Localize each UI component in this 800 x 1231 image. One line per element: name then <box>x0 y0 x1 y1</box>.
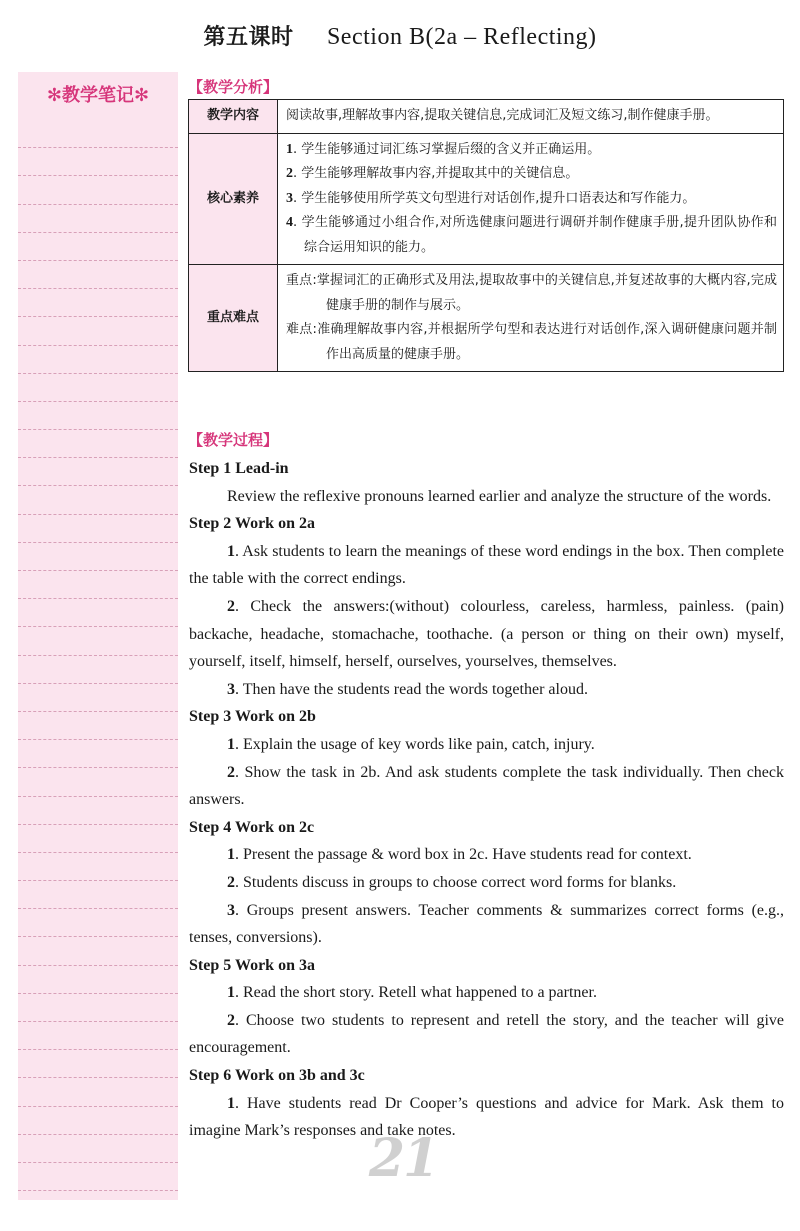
note-line <box>18 374 178 402</box>
note-line <box>18 797 178 825</box>
step-paragraph <box>189 538 784 593</box>
note-line <box>18 571 178 599</box>
step-word: Step <box>189 515 220 533</box>
content-text: 阅读故事,理解故事内容,提取关键信息,完成词汇及短文练习,制作健康手册。 <box>286 108 719 123</box>
row-content <box>278 100 784 134</box>
note-line <box>18 656 178 684</box>
note-line <box>18 486 178 514</box>
para-number: 1 <box>227 1094 235 1112</box>
row-content <box>278 133 784 265</box>
step-paragraph <box>189 841 784 869</box>
note-line <box>18 825 178 853</box>
para-number: 2 <box>227 873 235 891</box>
note-line <box>18 233 178 261</box>
item-number: 1 <box>286 141 293 157</box>
step-paragraph <box>189 1007 784 1062</box>
list-item: 重点:掌握词汇的正确形式及用法,提取故事中的关键信息,并复述故事的大概内容,完成健康手册的制作与展示。 <box>286 273 777 313</box>
note-line <box>18 627 178 655</box>
step-word: Step <box>189 708 220 726</box>
note-line <box>18 402 178 430</box>
step-heading <box>189 1062 784 1090</box>
table-row <box>189 100 784 134</box>
item-number: 2 <box>286 166 293 181</box>
para-number: 1 <box>227 846 235 864</box>
note-line <box>18 684 178 712</box>
item-text: . 学生能够使用所学英文句型进行对话创作,提升口语表达和写作能力。 <box>293 190 696 206</box>
step-heading <box>189 703 784 731</box>
para-text: . Then have the students read the words together aloud. <box>235 680 588 698</box>
para-text: . Show the task in 2b. And ask students complete the task individually. Then check answers. <box>189 763 784 809</box>
step-number: 2 <box>223 515 232 533</box>
step-paragraph <box>189 731 784 759</box>
para-text: . Explain the usage of key words like pain, catch, injury. <box>235 735 595 753</box>
row-label: 重点难点 <box>189 265 278 372</box>
note-line <box>18 205 178 233</box>
step-title: Work on 3a <box>234 956 315 974</box>
note-line <box>18 1107 178 1135</box>
row-content <box>278 265 784 372</box>
step-number: 1 <box>223 460 232 477</box>
table-row <box>189 265 784 372</box>
note-line <box>18 909 178 937</box>
step-paragraph <box>189 483 784 511</box>
note-line <box>18 515 178 543</box>
item-number: 4 <box>286 215 293 230</box>
note-line <box>18 458 178 486</box>
item-text: . 学生能够通过小组合作,对所选健康问题进行调研并制作健康手册,提升团队协作和综合运用知识的能力。 <box>293 215 777 255</box>
note-line <box>18 1050 178 1078</box>
item-number: 3 <box>286 190 293 206</box>
para-text: . Groups present answers. Teacher comments & summarizes correct forms (e.g., tenses, conversions). <box>189 901 784 947</box>
para-number: 2 <box>227 1011 235 1029</box>
process-body <box>189 455 784 1145</box>
note-line <box>18 289 178 317</box>
step-number: 4 <box>223 818 232 836</box>
para-text: . Read the short story. Retell what happened to a partner. <box>235 984 597 1002</box>
step-title: Work on 2b <box>234 708 316 726</box>
note-line <box>18 881 178 909</box>
para-number: 3 <box>227 901 235 919</box>
note-line <box>18 1135 178 1163</box>
process-header: 【教学过程】 <box>188 431 279 449</box>
note-line <box>18 1163 178 1191</box>
table-row <box>189 133 784 265</box>
note-line <box>18 599 178 627</box>
para-number: 2 <box>227 763 235 781</box>
step-paragraph <box>189 979 784 1007</box>
step-heading <box>189 510 784 538</box>
note-line <box>18 937 178 965</box>
step-word: Step <box>189 1067 220 1085</box>
note-line <box>18 261 178 289</box>
list-item <box>286 162 777 187</box>
para-text: . Have students read Dr Cooper’s questions and advice for Mark. Ask them to imagine Mark’s responses and take notes. <box>189 1094 784 1140</box>
page-number: 21 <box>368 1128 438 1189</box>
para-number: 1 <box>227 542 235 560</box>
note-line <box>18 317 178 345</box>
step-heading <box>189 952 784 980</box>
step-paragraph <box>189 1090 784 1145</box>
step-paragraph <box>189 897 784 952</box>
list-item <box>286 187 777 212</box>
para-text: . Choose two students to represent and retell the story, and the teacher will give encouragement. <box>189 1011 784 1057</box>
para-number: 1 <box>227 984 235 1002</box>
step-title: Work on 2c <box>234 818 315 836</box>
note-line <box>18 1022 178 1050</box>
list-item: 难点:准确理解故事内容,并根据所学句型和表达进行对话创作,深入调研健康问题并制作出高质量的健康手册。 <box>286 322 777 362</box>
note-line <box>18 1078 178 1106</box>
note-line <box>18 966 178 994</box>
step-paragraph <box>189 759 784 814</box>
note-line <box>18 712 178 740</box>
note-line <box>18 994 178 1022</box>
item-text: . 学生能够理解故事内容,并提取其中的关键信息。 <box>293 166 579 181</box>
para-text: Review the reflexive pronouns learned earlier and analyze the structure of the words. <box>227 487 772 505</box>
list-item <box>286 211 777 260</box>
step-paragraph <box>189 593 784 676</box>
step-number: 5 <box>223 956 232 974</box>
step-word: Step <box>189 460 220 477</box>
step-paragraph <box>189 869 784 897</box>
note-line <box>18 120 178 148</box>
notes-sidebar <box>18 72 178 1200</box>
step-title: Work on 2a <box>234 515 315 533</box>
note-line <box>18 148 178 176</box>
note-lines <box>18 120 178 1191</box>
note-line <box>18 768 178 796</box>
para-number: 2 <box>227 597 235 615</box>
notes-sidebar-title: ✻教学笔记✻ <box>46 85 150 106</box>
step-word: Step <box>189 956 220 974</box>
row-label: 核心素养 <box>189 133 278 265</box>
step-word: Step <box>189 818 220 836</box>
step-heading <box>189 814 784 842</box>
note-line <box>18 740 178 768</box>
note-line <box>18 176 178 204</box>
item-text: . 学生能够通过词汇练习掌握后缀的含义并正确运用。 <box>293 141 601 157</box>
analysis-header: 【教学分析】 <box>188 78 279 96</box>
para-number: 3 <box>227 680 235 698</box>
para-text: . Check the answers:(without) colourless, careless, harmless, painless. (pain) backache, headache, stomachache, toothache. (a person or thing on their own) myself, yourself, itself, himself, herself, ourselves, yourselves, themselves. <box>189 597 784 671</box>
para-text: . Students discuss in groups to choose correct word forms for blanks. <box>235 873 677 891</box>
section-title: Section B(2a – Reflecting) <box>326 24 597 50</box>
para-text: . Present the passage & word box in 2c. Have students read for context. <box>235 846 692 864</box>
step-number: 6 <box>223 1067 232 1085</box>
note-line <box>18 543 178 571</box>
page-title <box>0 20 800 51</box>
step-number: 3 <box>223 708 232 726</box>
note-line <box>18 346 178 374</box>
list-item <box>286 138 777 163</box>
para-text: . Ask students to learn the meanings of these word endings in the box. Then complete the table with the correct endings. <box>189 542 784 588</box>
para-number: 1 <box>227 735 235 753</box>
step-heading <box>189 455 784 483</box>
lesson-title: 第五课时 <box>203 25 294 50</box>
row-label: 教学内容 <box>189 100 278 134</box>
step-title: Work on 3b and 3c <box>234 1067 365 1085</box>
step-paragraph <box>189 676 784 704</box>
step-title: Lead-in <box>235 460 289 477</box>
note-line <box>18 853 178 881</box>
note-line <box>18 430 178 458</box>
analysis-table <box>188 99 784 372</box>
